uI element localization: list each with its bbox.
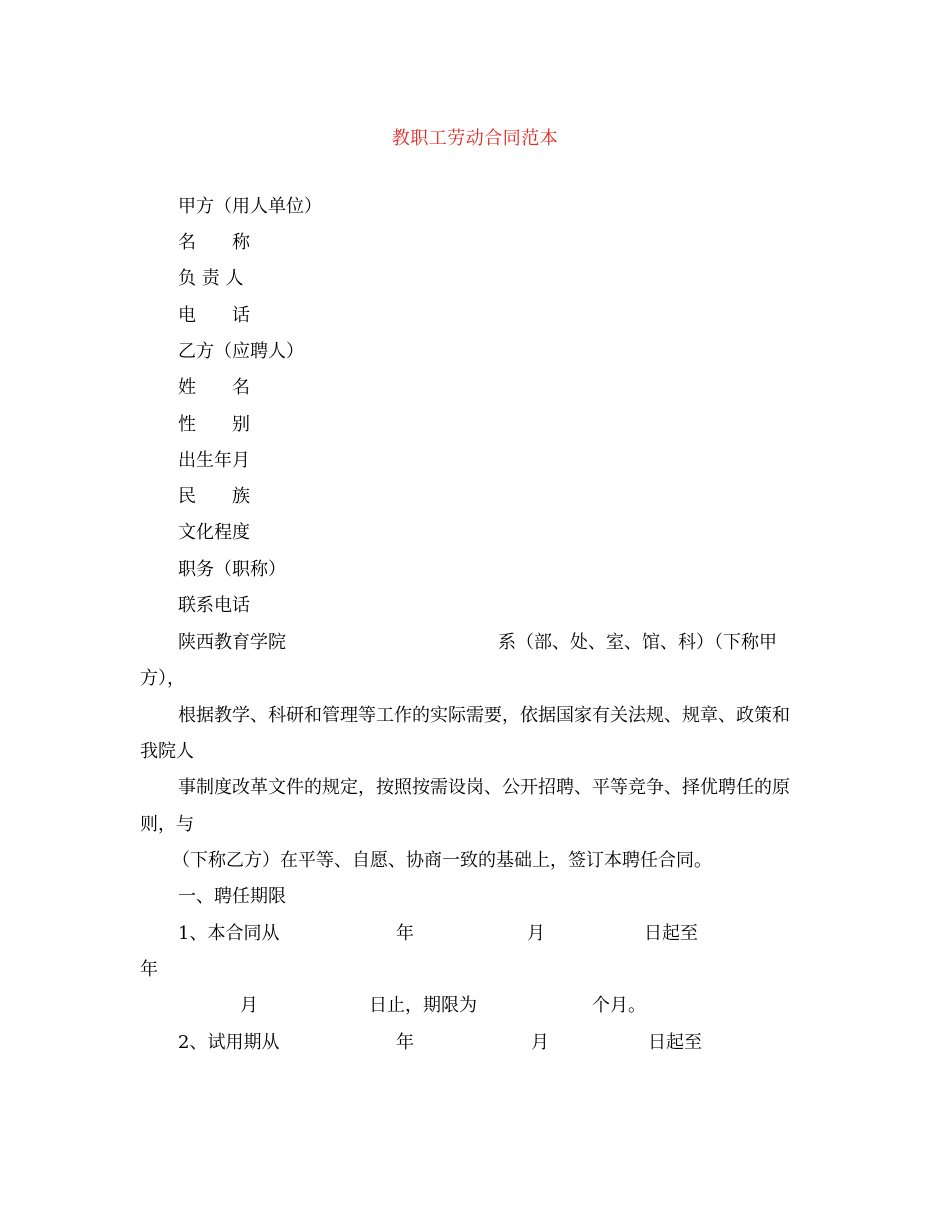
party-b-gender-label: 性 别 [178,414,250,435]
party-b-contact-label: 联系电话 [178,595,250,616]
item2-month: 月 [531,1032,549,1053]
party-b-birth-label: 出生年月 [178,450,250,471]
party-a-heading: 甲方（用人单位） [178,196,322,217]
section-1-heading: 一、聘任期限 [178,886,286,907]
party-b-position-label: 职务（职称） [178,559,286,580]
document-title: 教职工劳动合同范本 [391,128,559,149]
item2-day-to: 日起至 [648,1032,702,1053]
intro-line-4: 我院人 [140,741,194,762]
item1-start: 1、本合同从 [178,923,280,944]
party-a-name-label: 名 称 [178,232,250,253]
party-b-education-label: 文化程度 [178,522,250,543]
item1-year: 年 [396,923,414,944]
item1-day-end: 日止，期限为 [369,995,477,1016]
intro-line-2: 方）， [140,668,185,689]
item2-year: 年 [396,1032,414,1053]
party-b-heading: 乙方（应聘人） [178,341,304,362]
party-a-phone-label: 电 话 [178,305,250,326]
item1-month-2: 月 [240,995,258,1016]
intro-line-6: 则，与 [140,814,194,835]
item1-months: 个月。 [592,995,646,1016]
item2-start: 2、试用期从 [178,1032,280,1053]
party-a-leader-label: 负 责 人 [178,268,244,289]
item1-month: 月 [527,923,545,944]
intro-college-name: 陕西教育学院 [178,632,286,653]
party-b-ethnic-label: 民 族 [178,486,250,507]
item1-wrap-year: 年 [140,959,158,980]
party-b-name-label: 姓 名 [178,377,250,398]
item1-day-to: 日起至 [644,923,698,944]
intro-department-text: 系（部、处、室、馆、科）（下称甲 [498,632,777,653]
intro-line-7: （下称乙方）在平等、自愿、协商一致的基础上，签订本聘任合同。 [172,850,712,871]
intro-line-3: 根据教学、科研和管理等工作的实际需要，依据国家有关法规、规章、政策和 [178,705,790,726]
intro-line-5: 事制度改革文件的规定，按照按需设岗、公开招聘、平等竞争、择优聘任的原 [178,777,790,798]
